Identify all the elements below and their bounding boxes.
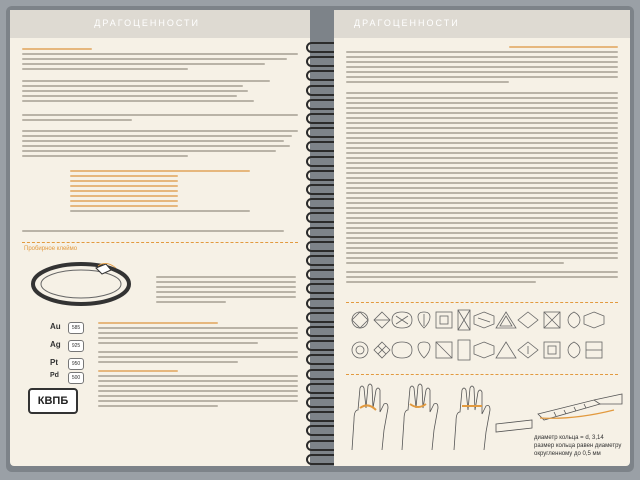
ruler-measurement (534, 390, 626, 430)
ring-illustration (26, 254, 136, 316)
hallmark-au-label: Au (50, 322, 61, 331)
section-divider (22, 242, 298, 243)
carat-table (70, 170, 250, 215)
gem-cuts-grid (350, 308, 616, 370)
hallmark-pd-label: Pd (50, 372, 59, 379)
left-page-header (10, 10, 310, 38)
left-page (10, 10, 310, 466)
right-page (334, 10, 630, 466)
metals-text-block (346, 46, 618, 286)
ring-size-formula: диаметр кольца = d, 3,14 размер кольца равен диаметру округленному до 0,5 мм (534, 435, 622, 457)
assay-text-block (98, 322, 298, 410)
ring-measurement-hands (346, 380, 536, 456)
right-page-header (334, 10, 630, 38)
gems-divider (346, 302, 618, 303)
conversion-note (22, 230, 298, 235)
hallmark-pt-stamp: 950 (68, 358, 84, 370)
hallmark-ag-label: Ag (50, 340, 61, 349)
right-page-title: ДРАГОЦЕННОСТИ (354, 18, 460, 28)
intro-text-block (22, 48, 298, 73)
hallmark-ag-stamp: 925 (68, 340, 84, 352)
kvpb-stamp: КВПБ (28, 388, 78, 414)
hallmark-pt-label: Pt (50, 358, 58, 367)
hallmark-au-stamp: 585 (68, 322, 84, 334)
ukraine-text-block (22, 114, 298, 124)
illustration-section-label: Пробирное клеймо (24, 246, 78, 252)
left-page-title: ДРАГОЦЕННОСТИ (94, 18, 200, 28)
ring-size-divider (346, 374, 618, 375)
hallmark-pd-stamp: 500 (68, 372, 84, 384)
gold-standards-block (22, 80, 298, 105)
carat-text-block (22, 130, 298, 160)
russian-hallmark-text (156, 276, 296, 306)
